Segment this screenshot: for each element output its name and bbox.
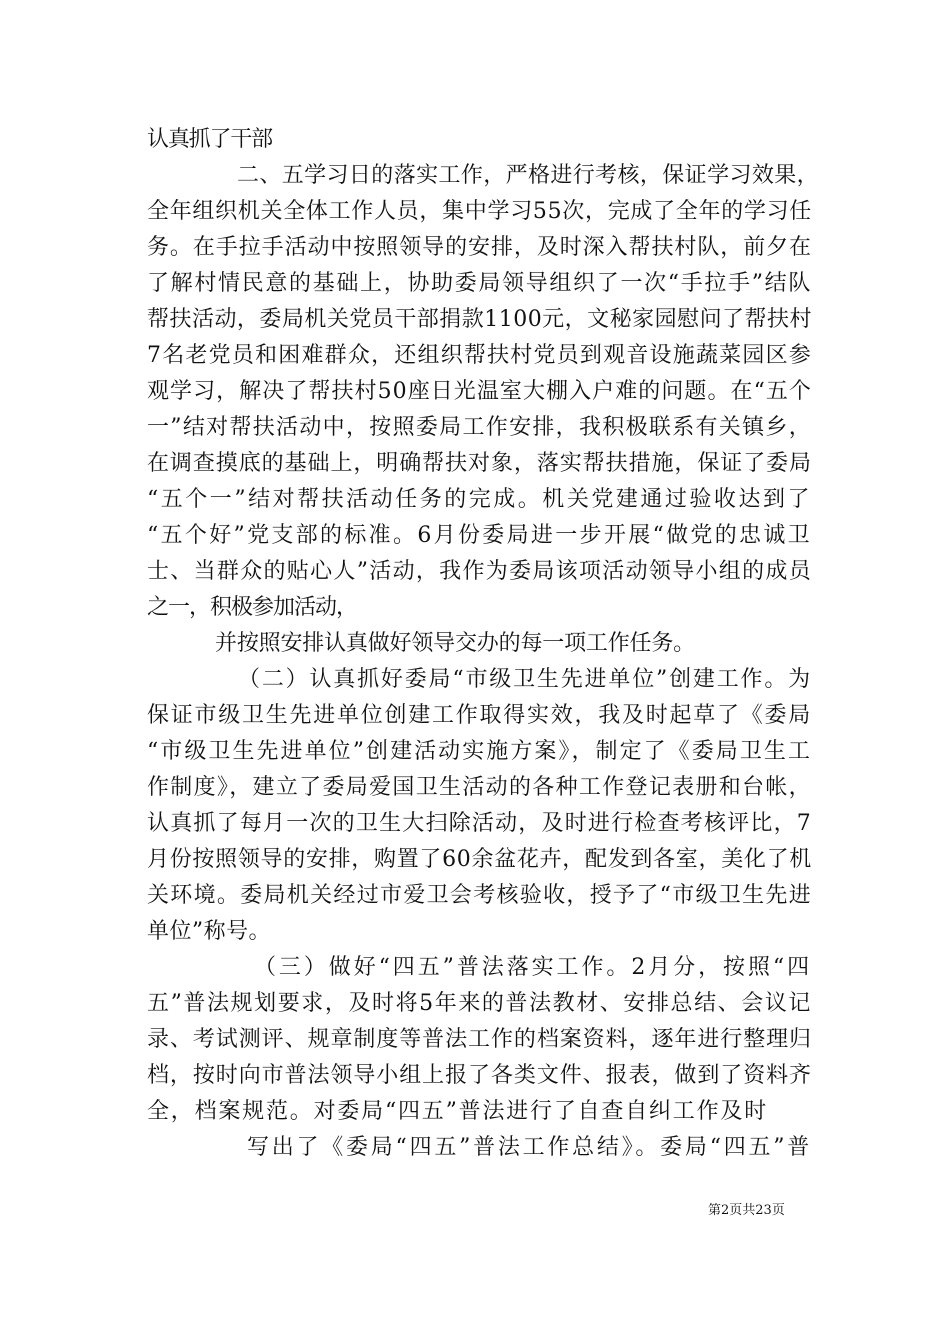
text-line-13: 士、当群众的贴心人”活动，我作为委局该项活动领导小组的成员 bbox=[147, 559, 812, 584]
text-line-20: 认真抓了每月一次的卫生大扫除活动，及时进行检查考核评比，7 bbox=[147, 811, 812, 836]
text-line-15: 并按照安排认真做好领导交办的每一项工作任务。 bbox=[215, 631, 695, 656]
text-line-22: 关环境。委局机关经过市爱卫会考核验收，授予了“市级卫生先进 bbox=[147, 883, 812, 908]
text-line-28: 全，档案规范。对委局“四五”普法进行了自查自纠工作及时 bbox=[147, 1099, 768, 1124]
text-line-21: 月份按照领导的安排，购置了60余盆花卉，配发到各室，美化了机 bbox=[147, 847, 812, 872]
text-line-23: 单位”称号。 bbox=[147, 919, 271, 944]
text-line-11: “五个一”结对帮扶活动任务的完成。机关党建通过验收达到了 bbox=[147, 487, 812, 512]
text-line-18: “市级卫生先进单位”创建活动实施方案》，制定了《委局卫生工 bbox=[147, 739, 812, 764]
text-line-2: 二、五学习日的落实工作，严格进行考核，保证学习效果， bbox=[237, 163, 819, 188]
text-line-1: 认真抓了干部 bbox=[147, 127, 272, 152]
text-line-8: 观学习，解决了帮扶村50座日光温室大棚入户难的问题。在“五个 bbox=[147, 379, 812, 404]
text-line-25: 五”普法规划要求，及时将5年来的普法教材、安排总结、会议记 bbox=[147, 991, 812, 1016]
text-line-4: 务。在手拉手活动中按照领导的安排，及时深入帮扶村队，前夕在 bbox=[147, 235, 812, 260]
text-line-7: 7名老党员和困难群众，还组织帮扶村党员到观音设施蔬菜园区参 bbox=[147, 343, 812, 368]
text-line-29: 写出了《委局“四五”普法工作总结》。委局“四五”普 bbox=[247, 1135, 812, 1160]
text-line-24: （三）做好“四五”普法落实工作。2月分，按照“四 bbox=[254, 955, 812, 980]
text-line-10: 在调查摸底的基础上，明确帮扶对象，落实帮扶措施，保证了委局 bbox=[147, 451, 812, 476]
text-line-12: “五个好”党支部的标准。6月份委局进一步开展“做党的忠诚卫 bbox=[147, 523, 812, 548]
text-line-14: 之一，积极参加活动， bbox=[147, 595, 357, 620]
text-line-6: 帮扶活动，委局机关党员干部捐款1100元，文秘家园慰问了帮扶村 bbox=[147, 307, 812, 332]
text-line-9: 一”结对帮扶活动中，按照委局工作安排，我积极联系有关镇乡， bbox=[147, 415, 812, 440]
text-line-17: 保证市级卫生先进单位创建工作取得实效，我及时起草了《委局 bbox=[147, 703, 812, 728]
text-line-27: 档，按时向市普法领导小组上报了各类文件、报表，做到了资料齐 bbox=[147, 1063, 812, 1088]
text-line-5: 了解村情民意的基础上，协助委局领导组织了一次“手拉手”结队 bbox=[147, 271, 812, 296]
text-line-16: （二）认真抓好委局“市级卫生先进单位”创建工作。为 bbox=[238, 667, 812, 692]
text-line-3: 全年组织机关全体工作人员，集中学习55次，完成了全年的学习任 bbox=[147, 199, 812, 224]
text-line-19: 作制度》，建立了委局爱国卫生活动的各种工作登记表册和台帐， bbox=[147, 775, 812, 800]
page-number-footer: 第2页共23页 bbox=[708, 1203, 785, 1218]
text-line-26: 录、考试测评、规章制度等普法工作的档案资料，逐年进行整理归 bbox=[147, 1027, 812, 1052]
